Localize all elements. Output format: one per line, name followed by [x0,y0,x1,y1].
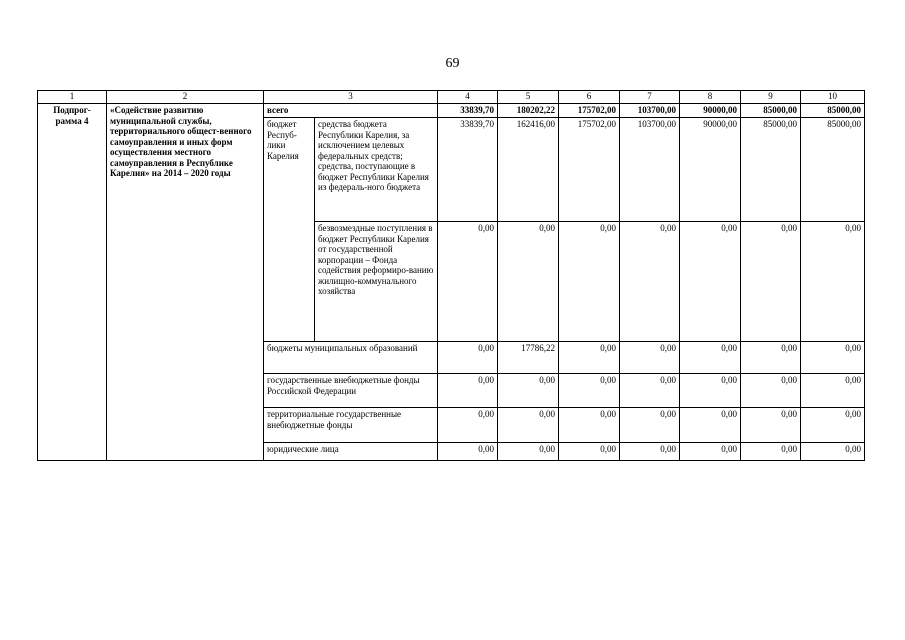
value-cell: 0,00 [801,443,865,461]
value-cell: 162416,00 [498,118,559,222]
value-cell: 0,00 [680,342,741,374]
value-cell: 0,00 [498,408,559,443]
header-cell: 7 [620,91,680,104]
value-cell: 0,00 [438,342,498,374]
value-cell: 0,00 [498,222,559,342]
row-label: юридические лица [264,443,438,461]
value-cell: 103700,00 [620,104,680,118]
value-cell: 85000,00 [741,104,801,118]
program-code: Подпрог-рамма 4 [38,104,107,461]
header-cell: 2 [107,91,264,104]
value-cell: 180202,22 [498,104,559,118]
table-row-total [38,104,865,118]
header-cell: 8 [680,91,741,104]
value-cell: 0,00 [680,374,741,408]
value-cell: 0,00 [438,408,498,443]
header-cell: 9 [741,91,801,104]
header-cell: 5 [498,91,559,104]
value-cell: 0,00 [620,342,680,374]
value-cell: 90000,00 [680,104,741,118]
value-cell: 0,00 [559,374,620,408]
value-cell: 0,00 [741,443,801,461]
republic-budget-label: бюджет Респуб-лики Карелия [264,118,315,342]
value-cell: 0,00 [741,374,801,408]
value-cell: 0,00 [498,443,559,461]
value-cell: 0,00 [559,443,620,461]
header-cell: 10 [801,91,865,104]
value-cell: 0,00 [620,374,680,408]
row-label: всего [264,104,438,118]
value-cell: 0,00 [680,408,741,443]
value-cell: 103700,00 [620,118,680,222]
row-label: бюджеты муниципальных образований [264,342,438,374]
value-cell: 33839,70 [438,118,498,222]
program-name: «Содействие развитию муниципальной службы, территориального общест-венного самоуправления и иных форм осуществления местного самоуправления в Республике Карелия» на 2014 – 2020 годы [107,104,264,461]
value-cell: 0,00 [620,408,680,443]
value-cell: 85000,00 [741,118,801,222]
value-cell: 90000,00 [680,118,741,222]
value-cell: 0,00 [801,374,865,408]
value-cell: 175702,00 [559,118,620,222]
row-label: государственные внебюджетные фонды Российской Федерации [264,374,438,408]
value-cell: 85000,00 [801,118,865,222]
value-cell: 0,00 [680,222,741,342]
value-cell: 0,00 [741,408,801,443]
value-cell: 0,00 [559,408,620,443]
value-cell: 0,00 [801,342,865,374]
header-cell: 4 [438,91,498,104]
value-cell: 0,00 [620,443,680,461]
value-cell: 33839,70 [438,104,498,118]
value-cell: 17786,22 [498,342,559,374]
value-cell: 0,00 [680,443,741,461]
header-cell: 3 [264,91,438,104]
value-cell: 0,00 [801,408,865,443]
value-cell: 175702,00 [559,104,620,118]
value-cell: 0,00 [438,374,498,408]
value-cell: 0,00 [438,443,498,461]
value-cell: 0,00 [559,222,620,342]
budget-table [37,90,865,461]
value-cell: 0,00 [741,342,801,374]
value-cell: 0,00 [741,222,801,342]
value-cell: 0,00 [801,222,865,342]
header-cell: 6 [559,91,620,104]
value-cell: 0,00 [438,222,498,342]
value-cell: 0,00 [620,222,680,342]
value-cell: 0,00 [498,374,559,408]
value-cell: 85000,00 [801,104,865,118]
header-cell: 1 [38,91,107,104]
header-row [38,91,865,104]
row-label: территориальные государственные внебюджетные фонды [264,408,438,443]
value-cell: 0,00 [559,342,620,374]
page-number: 69 [445,56,460,71]
row-label: средства бюджета Республики Карелия, за исключением целевых федеральных средств; средства, поступающие в бюджет Республики Карелия из федераль-ного бюджета [315,118,438,222]
row-label: безвозмездные поступления в бюджет Республики Карелия от государственной корпорации – Фонда содействия реформиро-ванию жилищно-коммунального хозяйства [315,222,438,342]
